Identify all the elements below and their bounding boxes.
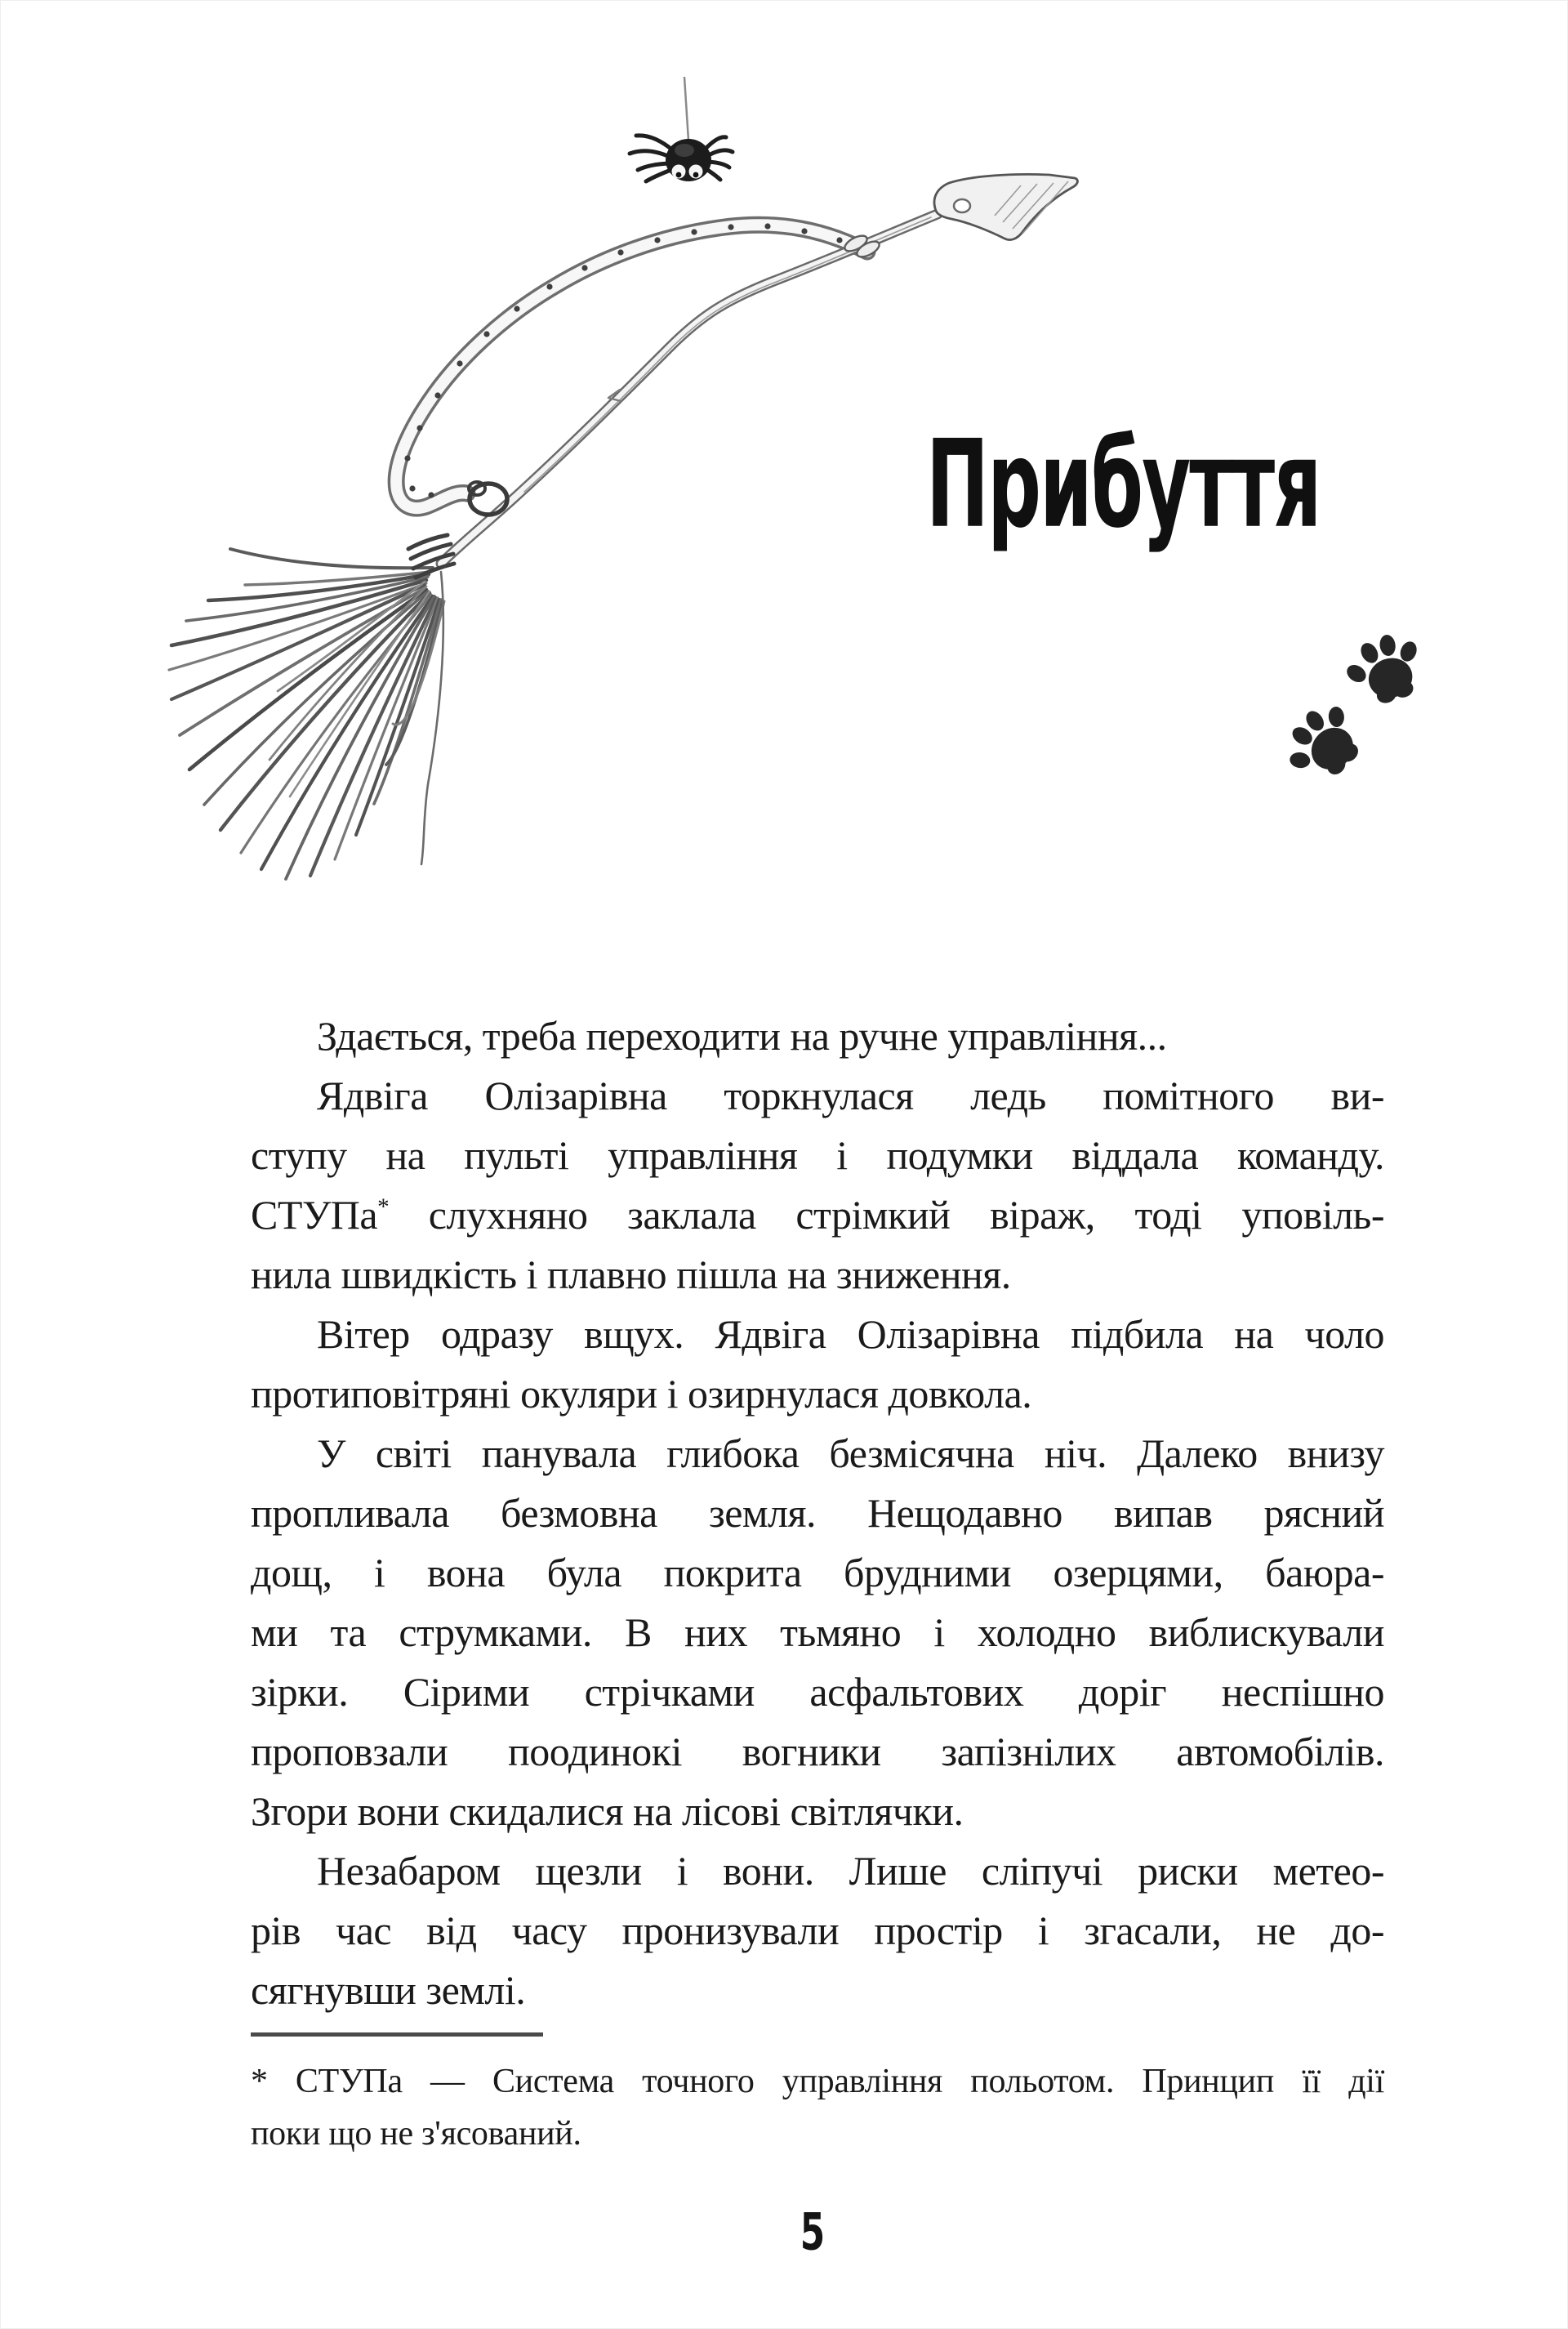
body-line: пропливала безмовна земля. Нещодавно випав рясний — [251, 1490, 1384, 1536]
footnote-line: поки що не з'ясований. — [251, 2115, 581, 2153]
spider-icon — [630, 77, 733, 181]
body-line: проповзали поодинокі вогники запізнілих автомобілів. — [251, 1729, 1384, 1774]
broom-illustration — [0, 0, 1568, 980]
chapter-title: Прибуття — [926, 413, 1321, 555]
footnote — [251, 2055, 1384, 2160]
body-line: ступу на пульті управління і подумки віддала команду. — [251, 1132, 1384, 1178]
footnote-line: * СТУПа — Система точного управління польотом. Принцип її дії — [251, 2063, 1384, 2100]
body-line: ми та струмками. В них тьмяно і холодно виблискували — [251, 1609, 1384, 1655]
body-line: Згори вони скидалися на лісові світлячки. — [251, 1788, 964, 1834]
body-line: протиповітряні окуляри і озирнулася довкола. — [251, 1371, 1032, 1417]
body-text — [251, 1006, 1384, 2020]
body-line: Ядвіга Олізарівна торкнулася ледь помітного ви- — [317, 1073, 1384, 1118]
body-line: Незабаром щезли і вони. Лише сліпучі риски метео- — [317, 1848, 1384, 1894]
body-line: нила швидкість і плавно пішла на зниження. — [251, 1252, 1011, 1297]
body-line: СТУПа* слухняно заклала стрімкий віраж, тоді уповіль- — [251, 1192, 1384, 1238]
footnote-rule — [251, 2032, 543, 2037]
body-line: У світі панувала глибока безмісячна ніч. Далеко внизу — [317, 1430, 1384, 1476]
body-line: дощ, і вона була покрита брудними озерцями, баюра- — [251, 1550, 1384, 1595]
page-number: 5 — [800, 2202, 826, 2262]
body-line: Здається, треба переходити на ручне управління... — [317, 1013, 1167, 1059]
body-line: рів час від часу пронизували простір і згасали, не до- — [251, 1907, 1384, 1953]
cat-paw-prints-icon — [1271, 625, 1433, 796]
body-line: зірки. Сірими стрічками асфальтових доріг неспішно — [251, 1669, 1384, 1715]
body-line: сягнувши землі. — [251, 1967, 526, 2013]
body-line: Вітер одразу вщух. Ядвіга Олізарівна підбила на чоло — [317, 1311, 1384, 1357]
